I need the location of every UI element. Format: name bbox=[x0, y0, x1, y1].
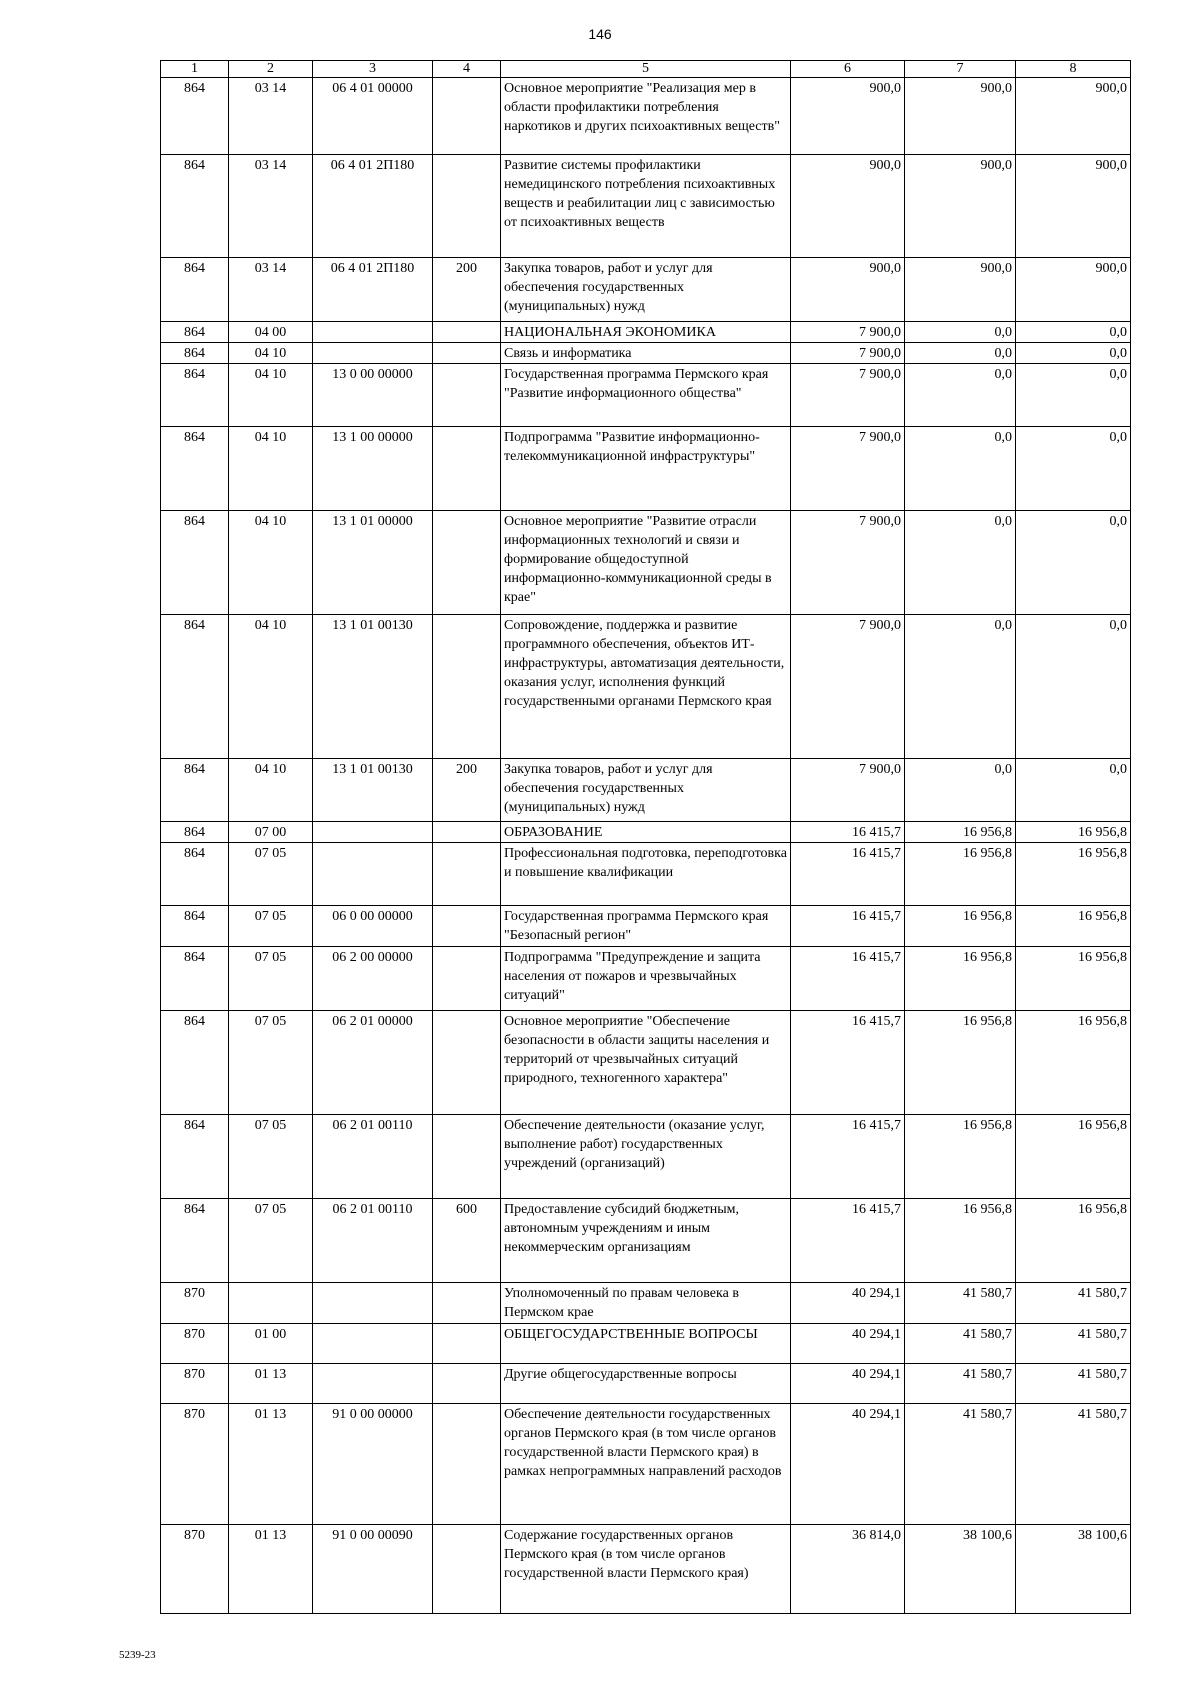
section-code-cell: 07 05 bbox=[229, 1011, 313, 1115]
table-row bbox=[161, 78, 1131, 155]
org-code-cell: 864 bbox=[161, 322, 229, 343]
description-cell: Сопровождение, поддержка и развитие программного обеспечения, объектов ИТ-инфраструктуры, автоматизация деятельности, оказания услуг, исполнения функций государственными органами Пермского края bbox=[501, 615, 791, 759]
target-code-cell: 91 0 00 00000 bbox=[313, 1404, 433, 1525]
target-code-cell bbox=[313, 1364, 433, 1404]
org-code-cell: 864 bbox=[161, 759, 229, 822]
expense-type-cell bbox=[433, 427, 501, 511]
org-code-cell: 864 bbox=[161, 427, 229, 511]
amount-col8-cell: 900,0 bbox=[1016, 155, 1131, 258]
table-row bbox=[161, 947, 1131, 1011]
amount-col8-cell: 41 580,7 bbox=[1016, 1364, 1131, 1404]
target-code-cell bbox=[313, 822, 433, 843]
amount-col6-cell: 40 294,1 bbox=[791, 1283, 905, 1324]
amount-col8-cell: 16 956,8 bbox=[1016, 843, 1131, 906]
description-cell: НАЦИОНАЛЬНАЯ ЭКОНОМИКА bbox=[501, 322, 791, 343]
target-code-cell: 13 1 01 00000 bbox=[313, 511, 433, 615]
section-code-cell: 04 10 bbox=[229, 427, 313, 511]
amount-col7-cell: 41 580,7 bbox=[905, 1364, 1016, 1404]
expense-type-cell bbox=[433, 364, 501, 427]
expense-type-cell: 200 bbox=[433, 258, 501, 322]
section-code-cell: 04 10 bbox=[229, 364, 313, 427]
amount-col7-cell: 0,0 bbox=[905, 427, 1016, 511]
amount-col6-cell: 900,0 bbox=[791, 78, 905, 155]
org-code-cell: 864 bbox=[161, 1115, 229, 1199]
description-cell: Связь и информатика bbox=[501, 343, 791, 364]
description-cell: Предоставление субсидий бюджетным, автономным учреждениям и иным некоммерческим организациям bbox=[501, 1199, 791, 1283]
expense-type-cell bbox=[433, 1404, 501, 1525]
expense-type-cell bbox=[433, 155, 501, 258]
section-code-cell: 07 00 bbox=[229, 822, 313, 843]
target-code-cell: 06 4 01 00000 bbox=[313, 78, 433, 155]
description-cell: Содержание государственных органов Пермского края (в том числе органов государственной власти Пермского края) bbox=[501, 1525, 791, 1614]
table-row bbox=[161, 364, 1131, 427]
page-number: 146 bbox=[588, 26, 612, 42]
expense-type-cell bbox=[433, 615, 501, 759]
section-code-cell: 01 13 bbox=[229, 1364, 313, 1404]
amount-col8-cell: 16 956,8 bbox=[1016, 822, 1131, 843]
description-cell: Закупка товаров, работ и услуг для обеспечения государственных (муниципальных) нужд bbox=[501, 759, 791, 822]
amount-col6-cell: 16 415,7 bbox=[791, 1011, 905, 1115]
section-code-cell: 04 10 bbox=[229, 343, 313, 364]
section-code-cell: 04 10 bbox=[229, 511, 313, 615]
target-code-cell: 13 1 00 00000 bbox=[313, 427, 433, 511]
amount-col6-cell: 16 415,7 bbox=[791, 1115, 905, 1199]
amount-col7-cell: 41 580,7 bbox=[905, 1283, 1016, 1324]
target-code-cell bbox=[313, 1283, 433, 1324]
description-cell: Основное мероприятие "Реализация мер в области профилактики потребления наркотиков и других психоактивных веществ" bbox=[501, 78, 791, 155]
amount-col6-cell: 7 900,0 bbox=[791, 759, 905, 822]
target-code-cell: 13 0 00 00000 bbox=[313, 364, 433, 427]
expense-type-cell bbox=[433, 511, 501, 615]
table-row bbox=[161, 1011, 1131, 1115]
section-code-cell: 07 05 bbox=[229, 906, 313, 947]
section-code-cell: 01 13 bbox=[229, 1525, 313, 1614]
amount-col6-cell: 16 415,7 bbox=[791, 906, 905, 947]
table-row bbox=[161, 1525, 1131, 1614]
amount-col7-cell: 900,0 bbox=[905, 155, 1016, 258]
section-code-cell: 03 14 bbox=[229, 258, 313, 322]
header-cell: 8 bbox=[1016, 61, 1131, 78]
org-code-cell: 870 bbox=[161, 1364, 229, 1404]
header-cell: 5 bbox=[501, 61, 791, 78]
target-code-cell bbox=[313, 1324, 433, 1364]
org-code-cell: 864 bbox=[161, 343, 229, 364]
org-code-cell: 864 bbox=[161, 511, 229, 615]
target-code-cell: 06 2 01 00110 bbox=[313, 1115, 433, 1199]
expense-type-cell bbox=[433, 78, 501, 155]
table-row bbox=[161, 1199, 1131, 1283]
description-cell: Обеспечение деятельности (оказание услуг, выполнение работ) государственных учреждений (организаций) bbox=[501, 1115, 791, 1199]
org-code-cell: 864 bbox=[161, 258, 229, 322]
table-row bbox=[161, 258, 1131, 322]
description-cell: Подпрограмма "Предупреждение и защита населения от пожаров и чрезвычайных ситуаций" bbox=[501, 947, 791, 1011]
amount-col7-cell: 16 956,8 bbox=[905, 906, 1016, 947]
expense-type-cell bbox=[433, 1364, 501, 1404]
amount-col8-cell: 900,0 bbox=[1016, 78, 1131, 155]
amount-col7-cell: 0,0 bbox=[905, 759, 1016, 822]
expense-type-cell bbox=[433, 843, 501, 906]
amount-col7-cell: 38 100,6 bbox=[905, 1525, 1016, 1614]
table-row bbox=[161, 511, 1131, 615]
amount-col8-cell: 41 580,7 bbox=[1016, 1404, 1131, 1525]
header-cell: 2 bbox=[229, 61, 313, 78]
amount-col7-cell: 0,0 bbox=[905, 615, 1016, 759]
table-row bbox=[161, 1404, 1131, 1525]
section-code-cell: 01 00 bbox=[229, 1324, 313, 1364]
expense-type-cell bbox=[433, 1525, 501, 1614]
target-code-cell bbox=[313, 343, 433, 364]
expense-type-cell bbox=[433, 1011, 501, 1115]
description-cell: Обеспечение деятельности государственных органов Пермского края (в том числе органов государственной власти Пермского края) в рамках непрограммных направлений расходов bbox=[501, 1404, 791, 1525]
amount-col8-cell: 41 580,7 bbox=[1016, 1283, 1131, 1324]
org-code-cell: 870 bbox=[161, 1283, 229, 1324]
amount-col6-cell: 40 294,1 bbox=[791, 1324, 905, 1364]
org-code-cell: 864 bbox=[161, 843, 229, 906]
description-cell: Уполномоченный по правам человека в Пермском крае bbox=[501, 1283, 791, 1324]
description-cell: Развитие системы профилактики немедицинского потребления психоактивных веществ и реабилитации лиц с зависимостью от психоактивных веществ bbox=[501, 155, 791, 258]
header-cell: 1 bbox=[161, 61, 229, 78]
section-code-cell: 07 05 bbox=[229, 947, 313, 1011]
expense-type-cell: 600 bbox=[433, 1199, 501, 1283]
amount-col6-cell: 16 415,7 bbox=[791, 843, 905, 906]
amount-col7-cell: 16 956,8 bbox=[905, 1199, 1016, 1283]
header-cell: 6 bbox=[791, 61, 905, 78]
section-code-cell bbox=[229, 1283, 313, 1324]
header-row bbox=[161, 61, 1131, 78]
amount-col6-cell: 7 900,0 bbox=[791, 511, 905, 615]
description-cell: Основное мероприятие "Обеспечение безопасности в области защиты населения и территорий от чрезвычайных ситуаций природного, техногенного характера" bbox=[501, 1011, 791, 1115]
header-cell: 7 bbox=[905, 61, 1016, 78]
header-cell: 4 bbox=[433, 61, 501, 78]
amount-col6-cell: 900,0 bbox=[791, 258, 905, 322]
amount-col8-cell: 16 956,8 bbox=[1016, 1011, 1131, 1115]
amount-col6-cell: 7 900,0 bbox=[791, 615, 905, 759]
document-code: 5239-23 bbox=[119, 1649, 156, 1661]
table-row bbox=[161, 843, 1131, 906]
org-code-cell: 864 bbox=[161, 1011, 229, 1115]
amount-col6-cell: 900,0 bbox=[791, 155, 905, 258]
table-row bbox=[161, 343, 1131, 364]
target-code-cell bbox=[313, 322, 433, 343]
expense-type-cell bbox=[433, 906, 501, 947]
header-cell: 3 bbox=[313, 61, 433, 78]
org-code-cell: 864 bbox=[161, 364, 229, 427]
org-code-cell: 870 bbox=[161, 1324, 229, 1364]
table-row bbox=[161, 322, 1131, 343]
section-code-cell: 07 05 bbox=[229, 1199, 313, 1283]
target-code-cell: 13 1 01 00130 bbox=[313, 615, 433, 759]
amount-col7-cell: 0,0 bbox=[905, 322, 1016, 343]
amount-col8-cell: 900,0 bbox=[1016, 258, 1131, 322]
amount-col7-cell: 16 956,8 bbox=[905, 1011, 1016, 1115]
org-code-cell: 864 bbox=[161, 906, 229, 947]
amount-col8-cell: 0,0 bbox=[1016, 427, 1131, 511]
amount-col8-cell: 16 956,8 bbox=[1016, 1115, 1131, 1199]
org-code-cell: 864 bbox=[161, 822, 229, 843]
amount-col6-cell: 40 294,1 bbox=[791, 1404, 905, 1525]
target-code-cell: 06 2 01 00110 bbox=[313, 1199, 433, 1283]
expense-type-cell bbox=[433, 322, 501, 343]
amount-col7-cell: 900,0 bbox=[905, 78, 1016, 155]
amount-col7-cell: 900,0 bbox=[905, 258, 1016, 322]
amount-col6-cell: 40 294,1 bbox=[791, 1364, 905, 1404]
org-code-cell: 864 bbox=[161, 615, 229, 759]
expense-type-cell bbox=[433, 1324, 501, 1364]
amount-col8-cell: 0,0 bbox=[1016, 511, 1131, 615]
amount-col7-cell: 16 956,8 bbox=[905, 822, 1016, 843]
amount-col8-cell: 16 956,8 bbox=[1016, 947, 1131, 1011]
amount-col7-cell: 16 956,8 bbox=[905, 843, 1016, 906]
org-code-cell: 870 bbox=[161, 1525, 229, 1614]
section-code-cell: 03 14 bbox=[229, 155, 313, 258]
amount-col8-cell: 16 956,8 bbox=[1016, 1199, 1131, 1283]
target-code-cell: 06 2 01 00000 bbox=[313, 1011, 433, 1115]
amount-col6-cell: 7 900,0 bbox=[791, 343, 905, 364]
target-code-cell: 06 2 00 00000 bbox=[313, 947, 433, 1011]
section-code-cell: 07 05 bbox=[229, 843, 313, 906]
table-row bbox=[161, 155, 1131, 258]
org-code-cell: 864 bbox=[161, 155, 229, 258]
amount-col7-cell: 0,0 bbox=[905, 511, 1016, 615]
amount-col8-cell: 41 580,7 bbox=[1016, 1324, 1131, 1364]
amount-col7-cell: 41 580,7 bbox=[905, 1324, 1016, 1364]
section-code-cell: 07 05 bbox=[229, 1115, 313, 1199]
amount-col8-cell: 0,0 bbox=[1016, 343, 1131, 364]
expense-type-cell bbox=[433, 822, 501, 843]
table-row bbox=[161, 906, 1131, 947]
org-code-cell: 864 bbox=[161, 78, 229, 155]
target-code-cell bbox=[313, 843, 433, 906]
description-cell: Закупка товаров, работ и услуг для обеспечения государственных (муниципальных) нужд bbox=[501, 258, 791, 322]
expense-type-cell bbox=[433, 947, 501, 1011]
amount-col6-cell: 7 900,0 bbox=[791, 427, 905, 511]
table-row bbox=[161, 615, 1131, 759]
amount-col8-cell: 0,0 bbox=[1016, 759, 1131, 822]
target-code-cell: 06 4 01 2П180 bbox=[313, 258, 433, 322]
description-cell: Основное мероприятие "Развитие отрасли информационных технологий и связи и формирование общедоступной информационно-коммуникационной среды в крае" bbox=[501, 511, 791, 615]
description-cell: ОБЩЕГОСУДАРСТВЕННЫЕ ВОПРОСЫ bbox=[501, 1324, 791, 1364]
amount-col8-cell: 16 956,8 bbox=[1016, 906, 1131, 947]
amount-col8-cell: 0,0 bbox=[1016, 364, 1131, 427]
description-cell: Государственная программа Пермского края "Развитие информационного общества" bbox=[501, 364, 791, 427]
description-cell: Государственная программа Пермского края "Безопасный регион" bbox=[501, 906, 791, 947]
org-code-cell: 864 bbox=[161, 1199, 229, 1283]
amount-col7-cell: 41 580,7 bbox=[905, 1404, 1016, 1525]
table-row bbox=[161, 1324, 1131, 1364]
table-row bbox=[161, 1283, 1131, 1324]
expense-type-cell: 200 bbox=[433, 759, 501, 822]
amount-col7-cell: 16 956,8 bbox=[905, 947, 1016, 1011]
target-code-cell: 06 0 00 00000 bbox=[313, 906, 433, 947]
budget-table bbox=[160, 60, 1131, 1614]
description-cell: ОБРАЗОВАНИЕ bbox=[501, 822, 791, 843]
expense-type-cell bbox=[433, 1115, 501, 1199]
section-code-cell: 04 10 bbox=[229, 615, 313, 759]
section-code-cell: 01 13 bbox=[229, 1404, 313, 1525]
target-code-cell: 91 0 00 00090 bbox=[313, 1525, 433, 1614]
target-code-cell: 13 1 01 00130 bbox=[313, 759, 433, 822]
amount-col6-cell: 16 415,7 bbox=[791, 1199, 905, 1283]
table-row bbox=[161, 427, 1131, 511]
description-cell: Профессиональная подготовка, переподготовка и повышение квалификации bbox=[501, 843, 791, 906]
org-code-cell: 864 bbox=[161, 947, 229, 1011]
table-row bbox=[161, 1364, 1131, 1404]
amount-col8-cell: 0,0 bbox=[1016, 322, 1131, 343]
amount-col6-cell: 7 900,0 bbox=[791, 322, 905, 343]
expense-type-cell bbox=[433, 1283, 501, 1324]
table-row bbox=[161, 759, 1131, 822]
table-row bbox=[161, 822, 1131, 843]
amount-col6-cell: 16 415,7 bbox=[791, 947, 905, 1011]
org-code-cell: 870 bbox=[161, 1404, 229, 1525]
amount-col8-cell: 38 100,6 bbox=[1016, 1525, 1131, 1614]
description-cell: Другие общегосударственные вопросы bbox=[501, 1364, 791, 1404]
target-code-cell: 06 4 01 2П180 bbox=[313, 155, 433, 258]
amount-col6-cell: 16 415,7 bbox=[791, 822, 905, 843]
amount-col7-cell: 0,0 bbox=[905, 364, 1016, 427]
expense-type-cell bbox=[433, 343, 501, 364]
amount-col8-cell: 0,0 bbox=[1016, 615, 1131, 759]
amount-col6-cell: 36 814,0 bbox=[791, 1525, 905, 1614]
section-code-cell: 04 00 bbox=[229, 322, 313, 343]
section-code-cell: 03 14 bbox=[229, 78, 313, 155]
amount-col7-cell: 0,0 bbox=[905, 343, 1016, 364]
description-cell: Подпрограмма "Развитие информационно-телекоммуникационной инфраструктуры" bbox=[501, 427, 791, 511]
amount-col7-cell: 16 956,8 bbox=[905, 1115, 1016, 1199]
table-row bbox=[161, 1115, 1131, 1199]
amount-col6-cell: 7 900,0 bbox=[791, 364, 905, 427]
table-body bbox=[161, 78, 1131, 1614]
section-code-cell: 04 10 bbox=[229, 759, 313, 822]
